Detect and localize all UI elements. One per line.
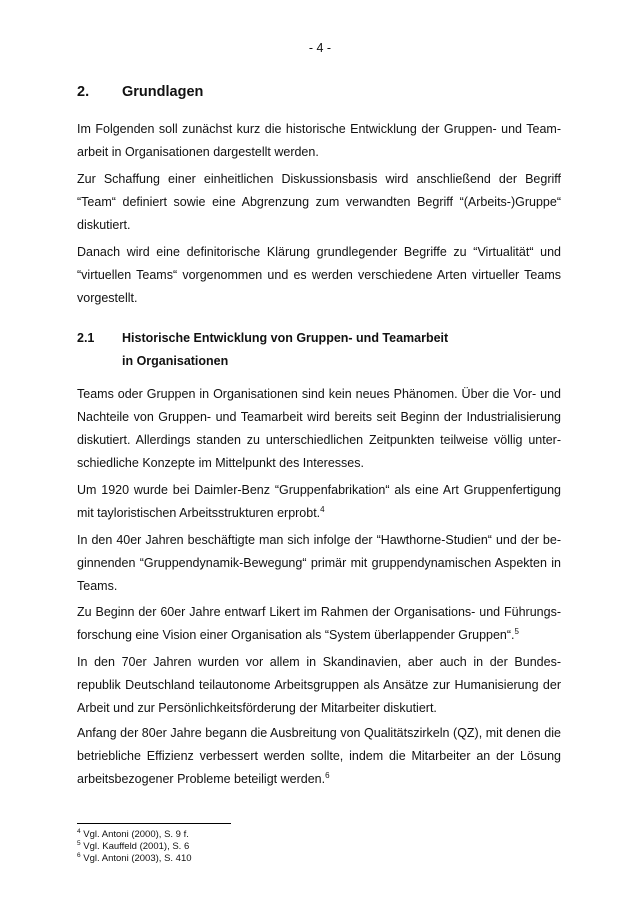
page-number: - 4 - — [308, 41, 332, 55]
body-paragraph-2 — [77, 479, 561, 525]
paragraph-text: Um 1920 wurde bei Daimler-Benz “Gruppenfabrikation“ als eine Art Gruppenfertigung mit tayloristischen Arbeitsstrukturen erprobt. — [77, 483, 561, 520]
footnote-4 — [77, 829, 189, 841]
body-paragraph-5 — [77, 651, 561, 720]
footnote-divider — [77, 823, 231, 824]
section-title: Grundlagen — [122, 84, 204, 100]
footnote-5 — [77, 841, 189, 853]
body-paragraph-3 — [77, 529, 561, 598]
footnote-reference[interactable]: 4 — [320, 504, 325, 514]
intro-paragraph-1: Im Folgenden soll zunächst kurz die historische Entwicklung der Gruppen- und Team-arbeit in Organisationen dargestellt werden. — [77, 122, 561, 159]
footnote-mark: 6 — [77, 851, 81, 859]
body-paragraph-1 — [77, 383, 561, 475]
footnote-text: Vgl. Antoni (2000), S. 9 f. — [83, 829, 189, 840]
footnote-text: Vgl. Kauffeld (2001), S. 6 — [83, 841, 190, 852]
subsection-title-line2: in Organisationen — [122, 354, 229, 368]
section-heading — [77, 84, 203, 100]
body-paragraph-4 — [77, 601, 561, 647]
footnote-reference[interactable]: 5 — [514, 626, 519, 636]
body-paragraph-6 — [77, 722, 561, 791]
section-number: 2. — [77, 84, 90, 100]
footnote-mark: 4 — [77, 827, 81, 835]
paragraph-text: Zu Beginn der 60er Jahre entwarf Likert im Rahmen der Organisations- und Führungs-forschung eine Vision einer Organisation als “System überlappender Gruppen“. — [77, 605, 561, 642]
paragraph-text: Teams oder Gruppen in Organisationen sind kein neues Phänomen. Über die Vor- und Nachteile von Gruppen- und Teamarbeit wird bereits seit Beginn der Industrialisierung diskutiert. Allerdings standen zu unterschiedlichen Zeitpunkten teilweise völlig unter-schiedliche Konzepte im Mittelpunkt des Interesses. — [77, 387, 561, 470]
intro-paragraph-2: Zur Schaffung einer einheitlichen Diskussionsbasis wird anschließend der Begriff “Team“ definiert sowie eine Abgrenzung zum verwandten Begriff “(Arbeits-)Gruppe“ diskutiert. — [77, 172, 561, 232]
paragraph-text: In den 70er Jahren wurden vor allem in Skandinavien, aber auch in der Bundes-republik Deutschland teilautonome Arbeitsgruppen als Ansätze zur Humanisierung der Arbeit und zur Persönlichkeitsförderung der Mitarbeiter diskutiert. — [77, 655, 561, 715]
paragraph-text: Anfang der 80er Jahre begann die Ausbreitung von Qualitätszirkeln (QZ), mit denen die betriebliche Effizienz verbessert werden sollte, indem die Mitarbeiter an der Lösung arbeitsbezogener Probleme beteiligt werden. — [77, 726, 561, 786]
paragraph-text: In den 40er Jahren beschäftigte man sich infolge der “Hawthorne-Studien“ und der be-ginnenden “Gruppendynamik-Bewegung“ primär mit gruppendynamischen Aspekten in Teams. — [77, 533, 561, 593]
subsection-number: 2.1 — [77, 331, 95, 345]
subsection-title — [122, 327, 582, 373]
footnote-6 — [77, 853, 192, 865]
intro-paragraph-3: Danach wird eine definitorische Klärung grundlegender Begriffe zu “Virtualität“ und “virtuellen Teams“ vorgenommen und es werden verschiedene Arten virtueller Teams vorgestellt. — [77, 245, 561, 305]
subsection-title-line1: Historische Entwicklung von Gruppen- und Teamarbeit — [122, 331, 449, 345]
footnote-text: Vgl. Antoni (2003), S. 410 — [83, 853, 192, 864]
footnote-mark: 5 — [77, 839, 81, 847]
footnote-reference[interactable]: 6 — [325, 770, 330, 780]
